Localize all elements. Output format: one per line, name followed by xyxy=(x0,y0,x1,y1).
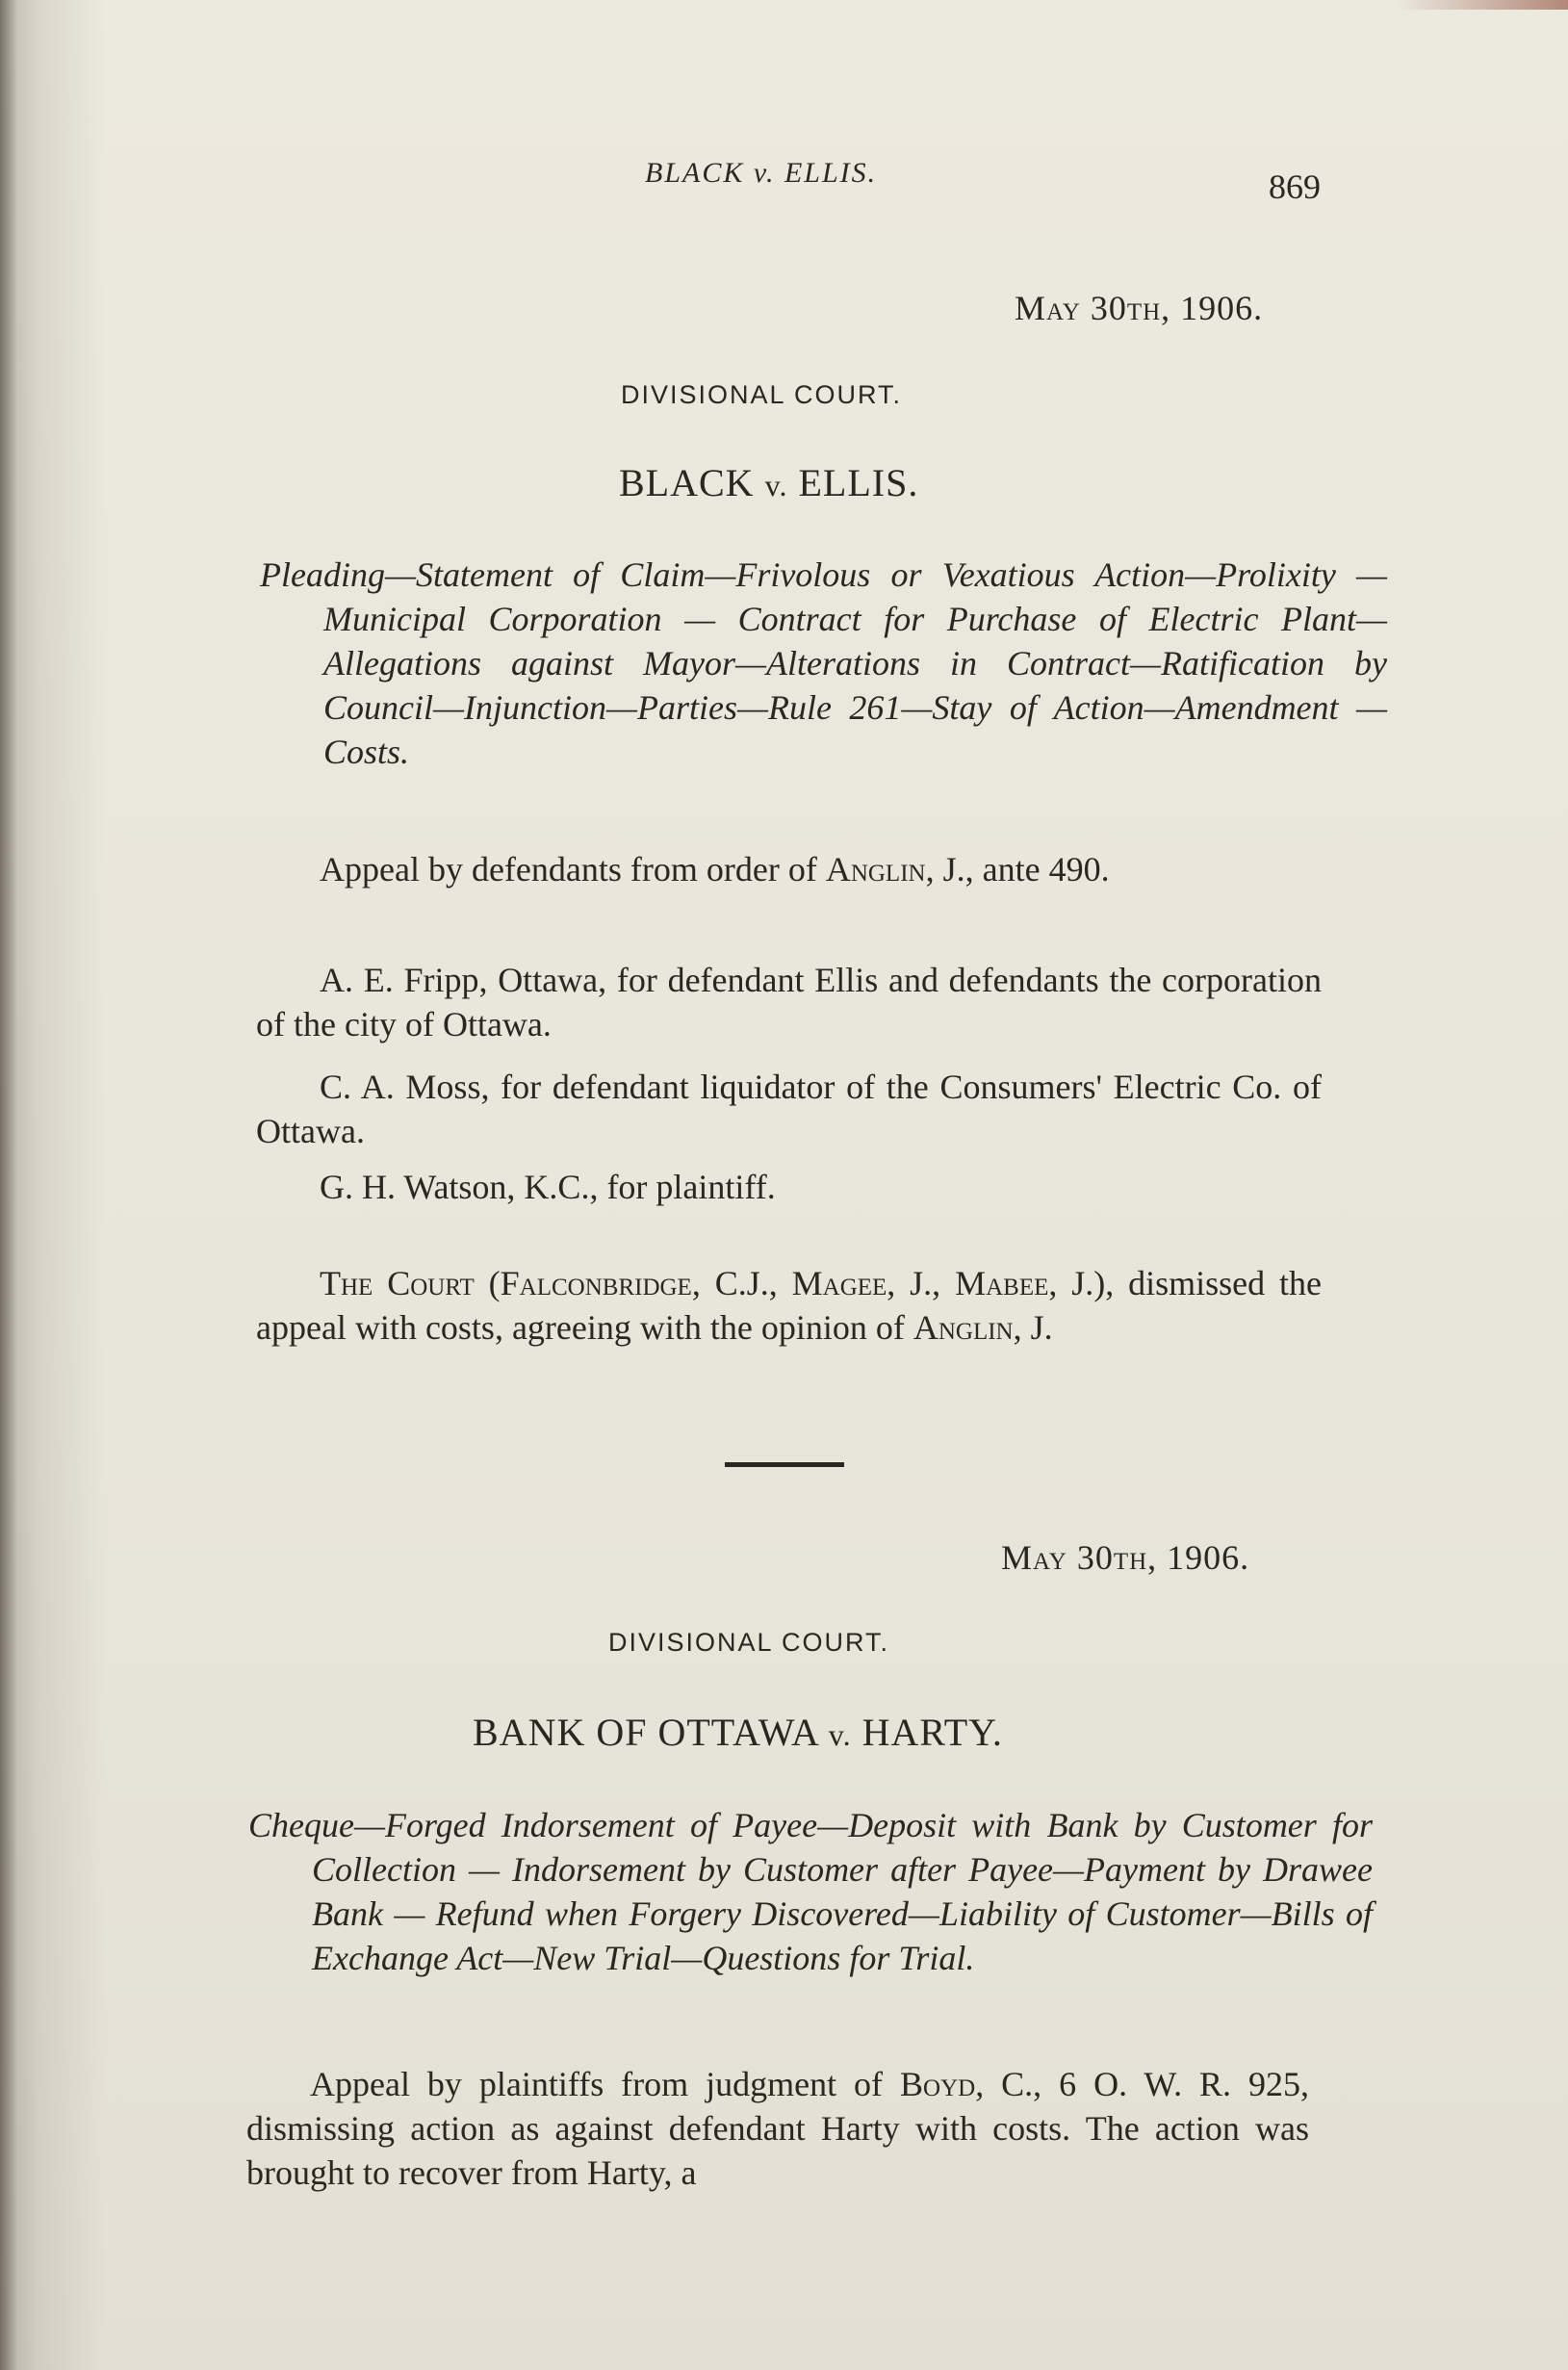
case2-date-month: May xyxy=(1001,1538,1067,1577)
case1-court: DIVISIONAL COURT. xyxy=(621,380,903,409)
case2-title xyxy=(473,1710,1003,1755)
case1-title-versus: v. xyxy=(764,468,788,502)
case2-appeal-ref: , C., 6 O. W. R. 925, dismissing action as against defendant Harty with costs. The action was brought to recover from Harty, a xyxy=(246,2065,1309,2192)
case2-court: DIVISIONAL COURT. xyxy=(608,1628,890,1657)
case2-appeal-judge: Boyd xyxy=(900,2065,976,2103)
case2-appeal xyxy=(246,2062,1309,2195)
case1-headnote: Pleading—Statement of Claim—Frivolous or Vexatious Action—Prolixity — Municipal Corporation — Contract for Purchase of Electric Plant—Allegations against Mayor—Alterations in Contract—Ratification by Council—Injunction—Parties—Rule 261—Stay of Action—Amendment —Costs. xyxy=(260,555,1387,771)
running-head: BLACK v. ELLIS. xyxy=(645,157,878,189)
case1-title xyxy=(619,460,918,505)
case2-title-versus: v. xyxy=(828,1717,852,1752)
case1-counsel-liquidator: C. A. Moss, for defendant liquidator of the Consumers' Electric Co. of Ottawa. xyxy=(256,1068,1322,1150)
case1-date xyxy=(1015,288,1263,328)
case1-title-defendant: ELLIS. xyxy=(798,461,919,504)
case1-counsel-plaintiff: G. H. Watson, K.C., for plaintiff. xyxy=(320,1168,776,1206)
case1-judgment-court: The Court xyxy=(320,1264,475,1302)
case1-judgment-text: ( xyxy=(474,1264,501,1302)
case1-judge-anglin: Anglin xyxy=(913,1308,1014,1347)
case1-counsel-defendants: A. E. Fripp, Ottawa, for defendant Ellis and defendants the corporation of the city of Ottawa. xyxy=(256,961,1322,1043)
page-edge xyxy=(1396,0,1568,10)
case1-judge-magee: Magee xyxy=(791,1264,887,1302)
case1-judgment-text: , C.J., xyxy=(691,1264,792,1302)
case2-date xyxy=(1001,1537,1249,1578)
case1-appeal-ref: , J., ante 490. xyxy=(925,850,1110,889)
case2-title-defendant: HARTY. xyxy=(861,1711,1003,1754)
binding-shadow xyxy=(0,0,17,2370)
case1-judgment-text: , J. xyxy=(1013,1308,1053,1347)
case2-title-plaintiff: BANK OF OTTAWA xyxy=(473,1711,818,1754)
case1-judge-falconbridge: Falconbridge xyxy=(500,1264,692,1302)
page-number: 869 xyxy=(1269,167,1321,206)
case1-date-year: , 1906. xyxy=(1161,289,1264,327)
case1-judgment-text: , J., xyxy=(887,1264,956,1302)
case1-judge-mabee: Mabee xyxy=(955,1264,1049,1302)
case1-appeal-text: Appeal by defendants from order of xyxy=(320,850,826,889)
case2-date-day: 30th xyxy=(1076,1538,1148,1577)
case2-headnote: Cheque—Forged Indorsement of Payee—Deposit with Bank by Customer for Collection — Indorsement by Customer after Payee—Payment by Drawee Bank — Refund when Forgery Discovered—Liability of Customer—Bills of Exchange Act—New Trial—Questions for Trial. xyxy=(248,1806,1373,1977)
section-divider xyxy=(725,1462,844,1467)
case1-appeal xyxy=(256,847,1322,891)
case1-judgment xyxy=(256,1261,1322,1350)
case2-date-year: , 1906. xyxy=(1147,1538,1250,1577)
case2-appeal-text: Appeal by plaintiffs from judgment of xyxy=(310,2065,900,2103)
case1-date-month: May xyxy=(1015,289,1081,327)
case1-appeal-judge: Anglin xyxy=(825,850,926,889)
case1-judgment-text: , J.), dismissed the appeal with costs, agreeing with the opinion of xyxy=(256,1264,1322,1347)
case1-date-day: 30th xyxy=(1090,289,1162,327)
case1-title-plaintiff: BLACK xyxy=(619,461,755,504)
